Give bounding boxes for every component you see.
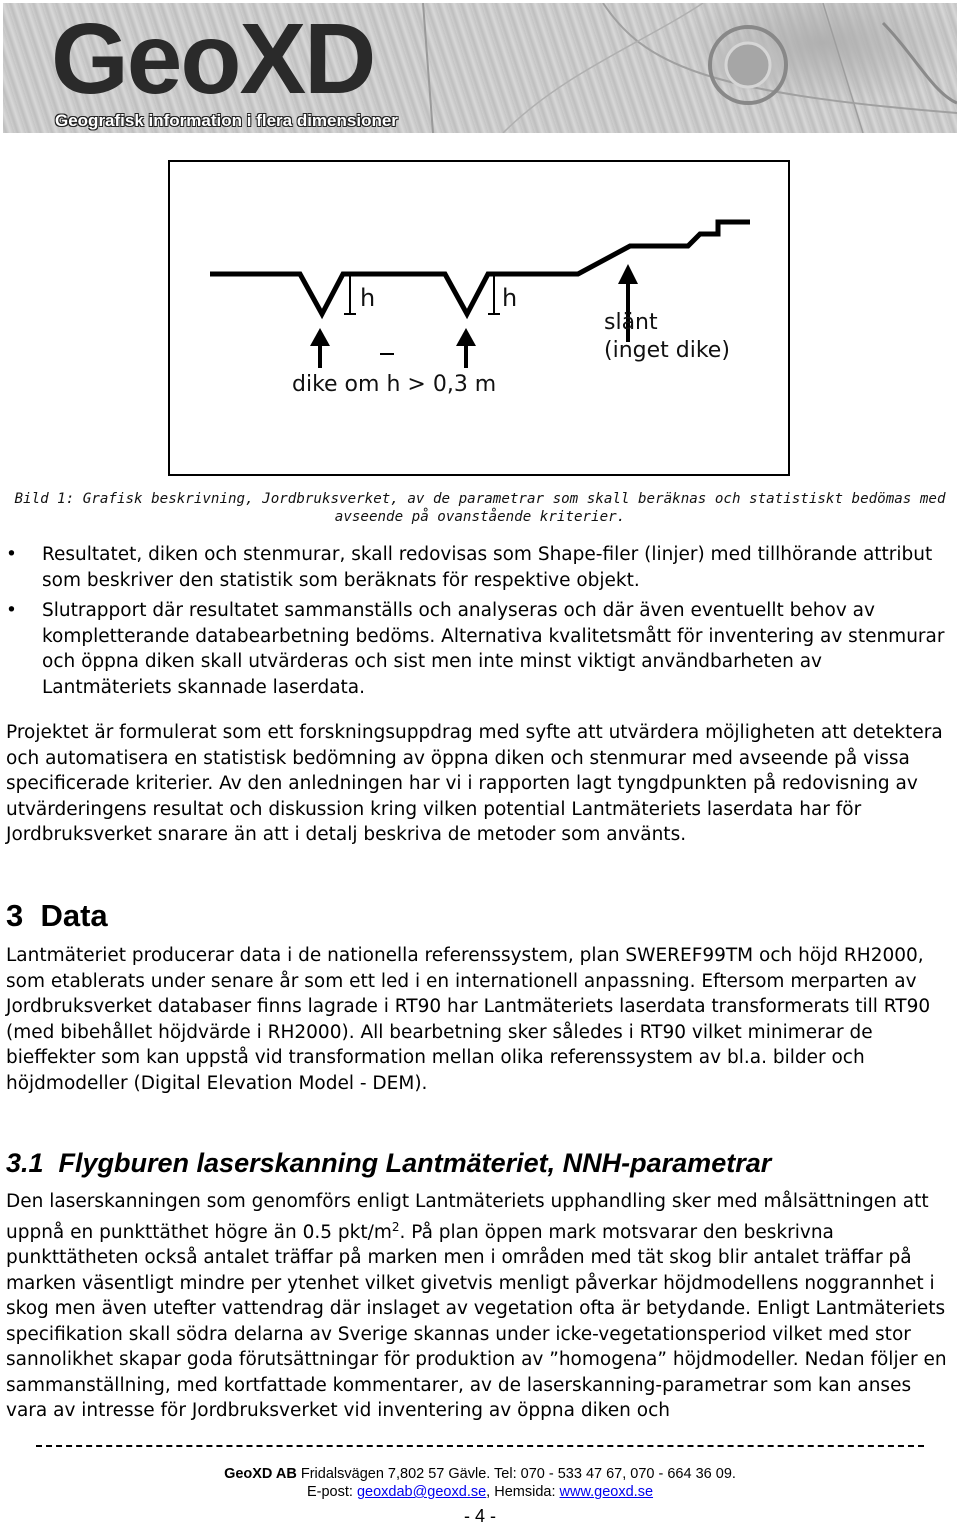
paragraph-part-a: Den laserskanningen som genomförs enligt Lantmäteriets upphandling sker med målsättningen att uppnå en punkttäthet högre än 0.5 pkt/m [6, 1191, 929, 1243]
caption-line-1: Bild 1: Grafisk beskrivning, Jordbruksverket, av de parametrar som skall beräknas och statistiskt bedömas med [14, 491, 946, 507]
bullet-text: Slutrapport där resultatet sammanställs och analyseras och där även eventuellt behov av kompletterande databearbetning bedöms. Alternativa kvalitetsmått för inventering av stenmurar och öppna diken skall utvärderas och sist men inte minst viktigt användbarheten av Lantmäteriets skannade laserdata. [42, 600, 945, 698]
label-slant: slänt [604, 310, 658, 335]
bullet-icon: • [6, 600, 17, 621]
superscript: 2 [391, 1219, 400, 1234]
section-3-1-paragraph [6, 1189, 956, 1424]
footer-contact [0, 1483, 960, 1501]
section-3-paragraph [6, 943, 956, 1096]
footer-divider [36, 1445, 924, 1447]
paragraph-text [6, 1189, 956, 1424]
arrow-1-head [310, 328, 330, 346]
label-h1: h [360, 284, 376, 312]
paragraph-text: Projektet är formulerat som ett forskningsuppdrag med syfte att utvärdera möjligheten att detektera och automatisera en statistisk bedömning av öppna diken och stenmurar med avseende på vissa specificerade kriterier. Av den anledningen har vi i rapporten lagt tyngdpunkten på redovisning av utvärderingens resultat och diskussion kring vilken potential Lantmäteriets laserdata har för Jordbruksverket snarare än att i detalj beskriva de metoder som använts. [6, 722, 943, 845]
label-inget-dike: (inget dike) [604, 338, 730, 363]
terrain-profile [210, 222, 750, 314]
label-condition [292, 372, 496, 397]
condition-suffix: > 0,3 m [400, 372, 497, 397]
email-label: E-post: [306, 1484, 357, 1500]
site-label: , Hemsida: [486, 1484, 560, 1500]
brand-logo: GeoXD [51, 3, 375, 115]
label-h2: h [502, 284, 518, 312]
condition-h: h [386, 372, 401, 397]
footer-address-text: Fridalsvägen 7,802 57 Gävle. Tel: 070 - 533 47 67, 070 - 664 36 09. [296, 1466, 736, 1482]
section-3-heading: 3 Data [6, 898, 108, 933]
paragraph-text: Lantmäteriet producerar data i de nationella referenssystem, plan SWEREF99TM och höjd RH2000, som etablerats under senare år som ett led i en internationell anpassning. Eftersom merparten av Jordbruksverket databaser finns lagrade i RT90 har Lantmäteriets laserdata transformerats till RT90 (med bibehållet höjdvärde i RH2000). All bearbetning sker således i RT90 vilket minimerar de bieffekter som kan uppstå vid transformation mellan olika referenssystem av bl.a. bilder och höjdmodeller (Digital Elevation Model - DEM). [6, 945, 931, 1094]
website-link[interactable]: www.geoxd.se [559, 1484, 654, 1500]
email-link[interactable]: geoxdab@geoxd.se [356, 1484, 487, 1500]
paragraph-part-b: . På plan öppen mark motsvarar den beskrivna punkttätheten också antalet träffar på marken men i områden med tät skog blir antalet träffar på marken väsentligt mindre per ytenhet vilket givetvis menligt påverkar höjdmodellens noggrannhet i skog men även utefter vattendrag där inslaget av vegetation ofta är betydande. Enligt Lantmäteriets specifikation skall södra delarna av Sverige skannas under icke-vegetationsperiod vilket med stor sannolikhet skapar goda förutsättningar för produktion av ”homogena” höjdmodeller. Nedan följer en sammanställning, med kortfattade kommentarer, av de laserskanning-parametrar som kan anses vara av intresse för Jordbruksverket vid inventering av öppna diken och [6, 1221, 947, 1422]
arrow-3-head [618, 264, 638, 284]
arrow-2-head [456, 328, 476, 346]
list-item [6, 598, 956, 700]
footer-address [0, 1465, 960, 1483]
header-banner [3, 3, 957, 133]
figure-caption [0, 490, 960, 526]
profile-graphic [170, 162, 788, 474]
page-number: - 4 - [463, 1506, 496, 1526]
condition-prefix: dike om [292, 372, 387, 397]
project-paragraph [6, 720, 956, 848]
bullet-list [6, 542, 956, 705]
section-3-1-heading: 3.1 Flygburen laserskanning Lantmäteriet, NNH-parametrar [6, 1148, 772, 1178]
footer-company: GeoXD AB [224, 1466, 297, 1482]
brand-tagline: Geografisk information i flera dimensioner [55, 111, 398, 130]
list-item [6, 542, 956, 593]
caption-line-2: avseende på ovanstående kriterier. [334, 509, 626, 525]
ditch-diagram [168, 160, 790, 476]
bullet-icon: • [6, 544, 17, 565]
bullet-text: Resultatet, diken och stenmurar, skall redovisas som Shape-filer (linjer) med tillhörande attribut som beskriver den statistik som beräknats för respektive objekt. [42, 544, 933, 591]
